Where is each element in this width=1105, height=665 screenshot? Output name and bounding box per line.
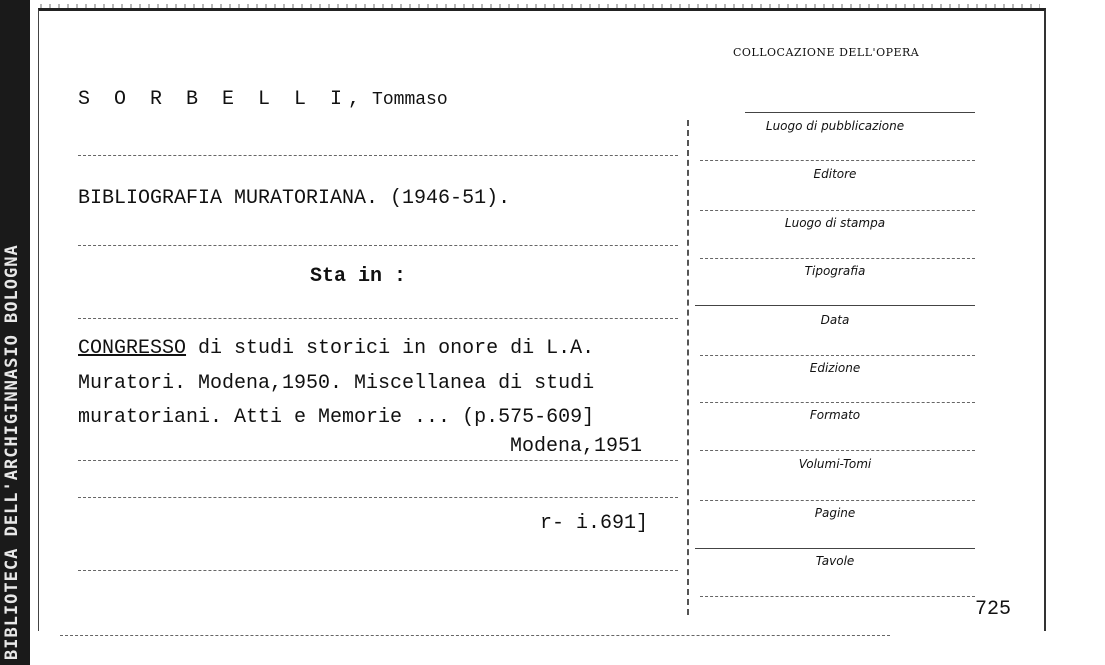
field-rule	[700, 258, 975, 259]
bottom-guide-line	[60, 635, 890, 636]
body-line-1	[78, 337, 594, 360]
author-first-name: Tommaso	[372, 90, 448, 110]
work-title: BIBLIOGRAFIA MURATORIANA. (1946-51).	[78, 187, 511, 210]
field-publisher: Editore	[813, 167, 857, 181]
guide-line	[78, 497, 678, 498]
guide-line	[78, 318, 678, 319]
author-line	[78, 88, 448, 111]
field-rule	[700, 160, 975, 161]
column-header: COLLOCAZIONE DELL'OPERA	[733, 46, 920, 59]
field-rule	[695, 305, 975, 306]
field-rule	[700, 355, 975, 356]
congress-heading: CONGRESSO	[78, 337, 187, 360]
card-number: 725	[975, 598, 1012, 621]
field-date: Data	[820, 313, 850, 327]
field-pages: Pagine	[814, 506, 856, 520]
field-rule	[700, 596, 975, 597]
field-printer: Tipografia	[804, 264, 866, 278]
author-separator: ,	[348, 88, 367, 111]
field-format: Formato	[809, 408, 861, 422]
field-rule	[745, 112, 975, 113]
field-place-of-printing: Luogo di stampa	[784, 216, 886, 230]
contained-in-label: Sta in :	[310, 265, 407, 288]
spine-label: BIBLIOTECA DELL'ARCHIGINNASIO BOLOGNA	[2, 244, 22, 660]
field-volumes: Volumi-Tomi	[798, 457, 872, 471]
body-line-2: Muratori. Modena,1950. Miscellanea di studi	[78, 372, 595, 395]
guide-line	[78, 245, 678, 246]
field-plates: Tavole	[815, 554, 855, 568]
field-edition: Edizione	[809, 361, 861, 375]
guide-line	[78, 570, 678, 571]
guide-line	[78, 460, 678, 461]
body-line-3: muratoriani. Atti e Memorie ... (p.575-609]	[78, 406, 595, 429]
archive-spine	[0, 0, 30, 665]
field-rule	[700, 500, 975, 501]
column-divider	[687, 120, 689, 615]
shelfmark: r- i.691]	[540, 512, 649, 535]
guide-line	[78, 155, 678, 156]
author-surname: S O R B E L L I	[78, 88, 349, 111]
field-rule	[700, 450, 975, 451]
field-rule	[695, 548, 975, 549]
field-place-of-publication: Luogo di pubblicazione	[765, 119, 905, 133]
field-rule	[700, 210, 975, 211]
place-year: Modena,1951	[510, 435, 643, 458]
field-rule	[700, 402, 975, 403]
body-line-1-rest: di studi storici in onore di L.A.	[186, 337, 595, 360]
